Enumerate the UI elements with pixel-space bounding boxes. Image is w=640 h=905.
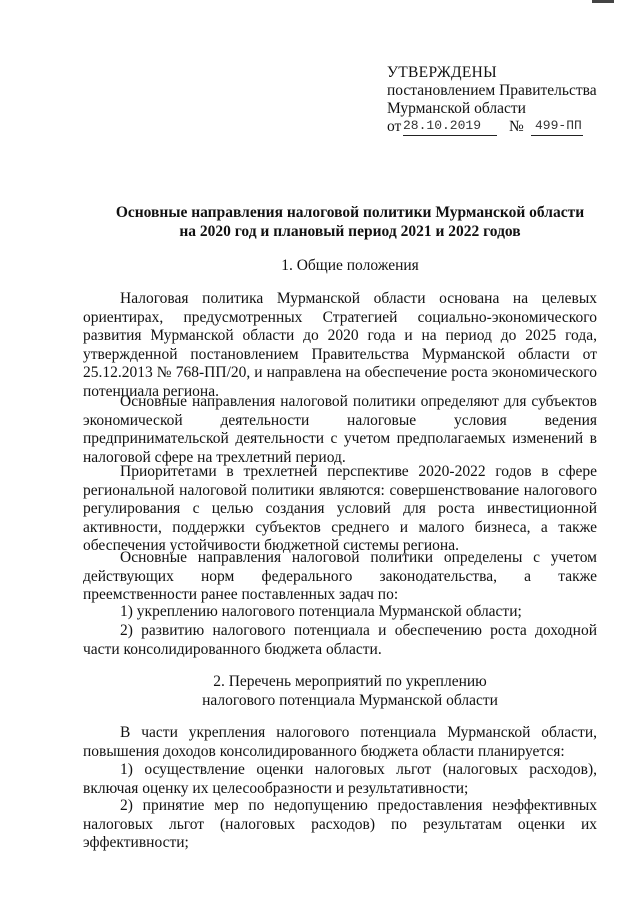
approval-line-3: Мурманской области — [387, 100, 526, 117]
section-2-heading-line-1: 2. Перечень мероприятий по укреплению — [213, 673, 487, 690]
section-2-list-item-2: 2) принятие мер по недопущению предоставления неэффективных налоговых льгот (налоговых расходов) по результатам оценки их эффективности; — [83, 797, 597, 852]
section-1-paragraph-1: Налоговая политика Мурманской области основана на целевых ориентирах, предусмотренных Стратегией социально-экономического развития Мурманской области до 2020 года и на период до 2025 года, утвержденной постановлением Правительства Мурманской области от 25.12.2013 № 768-ПП/20, и направлена на обеспечение роста экономического потенциала региона. — [83, 290, 597, 400]
section-1-heading: 1. Общие положения — [281, 257, 419, 274]
section-2-heading-line-2: налогового потенциала Мурманской области — [202, 692, 498, 709]
section-1-paragraph-4: Основные направления налоговой политики определены с учетом действующих норм федерального законодательства, а также преемственности ранее поставленных задач по: — [83, 549, 597, 604]
approval-line-2: постановлением Правительства — [387, 82, 597, 99]
section-1-list-item-2: 2) развитию налогового потенциала и обеспечению роста доходной части консолидированного бюджета области. — [83, 622, 597, 658]
number-label: № — [509, 118, 524, 135]
approval-number: 499-ПП — [531, 118, 583, 136]
approval-date-row — [387, 118, 637, 136]
section-2-list-item-1: 1) осуществление оценки налоговых льгот (налоговых расходов), включая оценку их целесообразности и результативности; — [83, 761, 597, 797]
title-line-2: на 2020 год и плановый период 2021 и 2022 годов — [179, 223, 521, 240]
document-title — [60, 203, 640, 241]
title-line-1: Основные направления налоговой политики Мурманской области — [115, 204, 585, 221]
approval-block — [387, 64, 637, 136]
section-1-list-item-1: 1) укреплению налогового потенциала Мурманской области; — [120, 603, 522, 620]
section-2-paragraph-1: В части укрепления налогового потенциала Мурманской области, повышения доходов консолидированного бюджета области планируется: — [83, 724, 597, 760]
section-2-heading — [60, 672, 640, 710]
section-1-paragraph-2: Основные направления налоговой политики определяют для субъектов экономической деятельности налоговые условия ведения предпринимательской деятельности с учетом предполагаемых изменений в налоговой сфере на трехлетний период. — [83, 393, 597, 466]
approval-title: УТВЕРЖДЕНЫ — [387, 64, 497, 81]
approval-date: 28.10.2019 — [403, 118, 497, 136]
from-label: от — [387, 118, 402, 135]
scan-mark — [592, 0, 614, 3]
section-1-paragraph-3: Приоритетами в трехлетней перспективе 2020-2022 годов в сфере региональной налоговой политики являются: совершенствование налогового регулирования с целью создания условий для роста инвестиционной активности, поддержки субъектов среднего и малого бизнеса, а также обеспечения устойчивости бюджетной системы региона. — [83, 463, 597, 555]
